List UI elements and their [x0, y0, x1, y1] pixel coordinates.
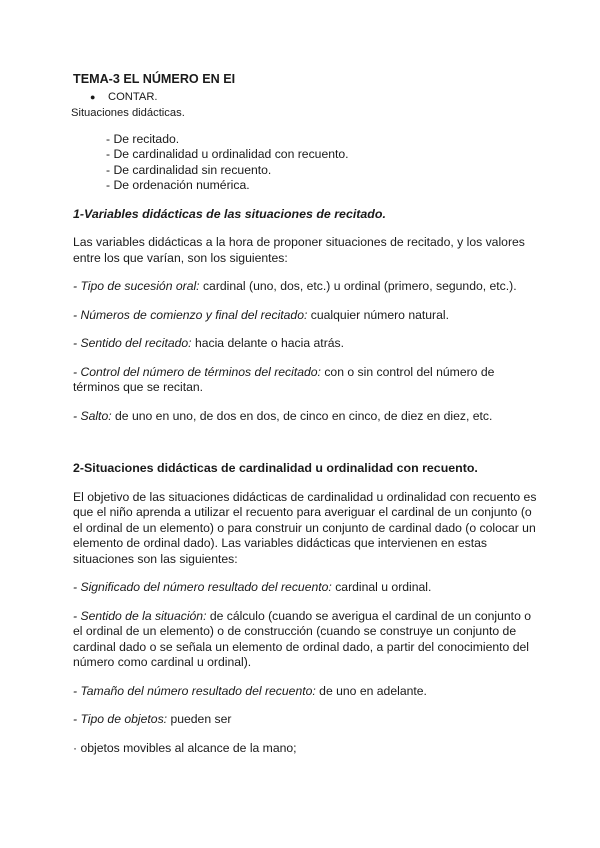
- document-content: [73, 72, 543, 769]
- document-title: TEMA-3 EL NÚMERO EN EI: [73, 72, 236, 86]
- item-label: - Salto:: [73, 408, 112, 423]
- item-text: cardinal u ordinal.: [331, 580, 432, 594]
- list-item: - De ordenación numérica.: [106, 178, 250, 192]
- item-text: cualquier número natural.: [307, 307, 449, 322]
- item-label: - Significado del número resultado del recuento:: [73, 580, 332, 594]
- bullet-text: CONTAR.: [108, 90, 158, 103]
- section-spacer: [73, 437, 543, 461]
- item-label: - Tamaño del número resultado del recuento:: [73, 683, 316, 698]
- item-label: - Números de comienzo y final del recitado:: [73, 307, 308, 322]
- section1-intro: Las variables didácticas a la hora de proponer situaciones de recitado, y los valores entre los que varían, son los siguientes:: [73, 235, 525, 265]
- section2-last-line: · objetos movibles al alcance de la mano;: [73, 740, 297, 755]
- item-text: cardinal (uno, dos, etc.) u ordinal (primero, segundo, etc.).: [199, 279, 517, 293]
- section2-item: [73, 580, 543, 596]
- section1-item: [73, 365, 543, 396]
- section2-item: [73, 712, 543, 728]
- section2-item: [73, 684, 543, 700]
- bullet-dot-icon: ●: [90, 91, 96, 102]
- section1-item: [73, 279, 543, 295]
- item-text: de cálculo (cuando se averigua el cardinal de un conjunto o el ordinal de un elemento) o de construcción (cuando se construye un conjunto de cardinal dado o se señala un elemento de ordinal dado, a partir del conocimiento del número como cardinal u ordinal).: [73, 608, 532, 669]
- situations-list: [106, 132, 543, 194]
- item-label: - Control del número de términos del recitado:: [73, 364, 321, 379]
- section2-heading: 2-Situaciones didácticas de cardinalidad u ordinalidad con recuento.: [73, 461, 478, 475]
- item-text: hacia delante o hacia atrás.: [191, 336, 345, 350]
- list-item: - De cardinalidad sin recuento.: [106, 162, 272, 177]
- list-item: - De cardinalidad u ordinalidad con recuento.: [106, 147, 349, 161]
- section1-heading: 1-Variables didácticas de las situaciones de recitado.: [73, 206, 386, 221]
- bullet-item: [90, 90, 543, 106]
- section2-intro: El objetivo de las situaciones didácticas de cardinalidad u ordinalidad con recuento es que el niño aprenda a utilizar el recuento para averiguar el cardinal de un conjunto (o el ordinal de un elemento) o para construir un conjunto de cardinal dado (o colocar un elemento de ordinal dado). Las variables didácticas que intervienen en estas situaciones son las siguientes:: [73, 489, 537, 566]
- section1-item: [73, 336, 543, 352]
- item-text: de uno en adelante.: [315, 683, 427, 698]
- section1-item: [73, 308, 543, 324]
- item-text: con o sin control del número de términos que se recitan.: [73, 364, 495, 394]
- item-text: pueden ser: [167, 712, 232, 726]
- item-label: - Tipo de objetos:: [73, 712, 168, 726]
- item-label: - Sentido de la situación:: [73, 608, 207, 623]
- item-label: - Sentido del recitado:: [73, 336, 192, 350]
- subtitle: Situaciones didácticas.: [71, 107, 185, 119]
- item-text: de uno en uno, de dos en dos, de cinco en cinco, de diez en diez, etc.: [111, 408, 493, 423]
- item-label: - Tipo de sucesión oral:: [73, 279, 200, 293]
- section2-item: [73, 609, 543, 671]
- section1-item: [73, 409, 543, 425]
- list-item: - De recitado.: [106, 131, 180, 146]
